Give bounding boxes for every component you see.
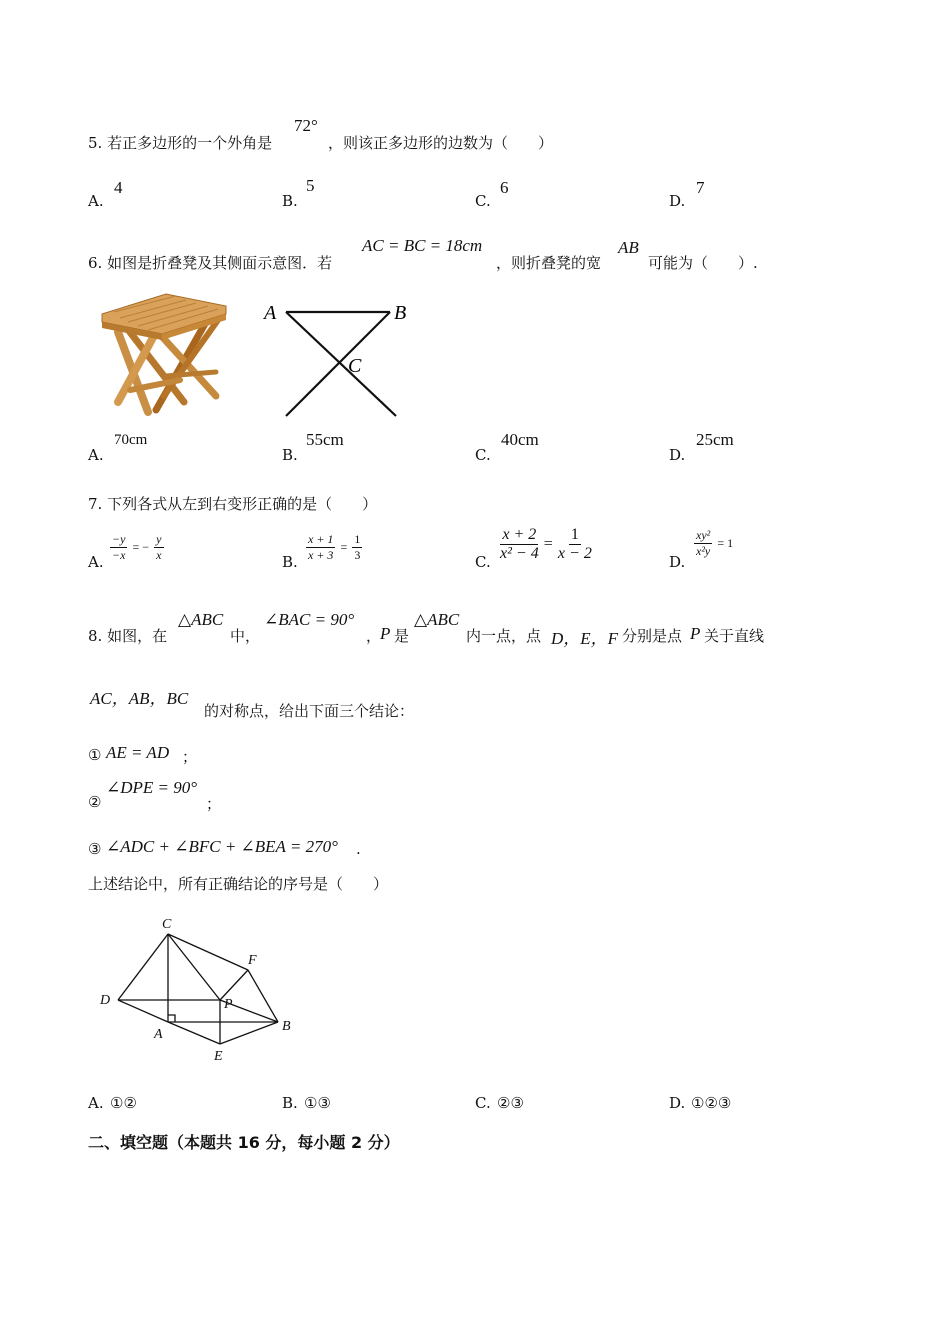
q7-a-den2: x: [156, 548, 162, 562]
q8-conclusion-3-mark: ③: [88, 840, 102, 858]
q5-option-a-value: 4: [114, 178, 123, 197]
q8-option-d-value: ①②③: [691, 1094, 732, 1112]
q8-option-a-value: ①②: [110, 1094, 137, 1112]
q7-option-c-label: C.: [475, 553, 491, 571]
q8-stem-p5: 内一点，点: [466, 627, 542, 645]
q8-conclusion-1-end: ；: [182, 748, 198, 766]
q7-option-b-label: B.: [282, 553, 298, 571]
fig-label-b: B: [282, 1019, 291, 1034]
q7-c-den1: x² − 4: [500, 545, 539, 562]
q7-option-d-expr: [694, 528, 733, 559]
q6-option-b-value: 55cm: [306, 430, 344, 449]
q8-option-b-value: ①③: [304, 1094, 331, 1112]
q6-stem-mid: ，则折叠凳的宽: [496, 254, 602, 272]
q8-points: D，E，F: [551, 629, 619, 648]
q8-stem-p7: 关于直线: [704, 627, 765, 645]
q6-stem-after: 可能为（ ）.: [648, 254, 758, 272]
section-2-title: 二、填空题（本题共 16 分，每小题 2 分）: [88, 1133, 400, 1152]
folding-stool-image: [96, 292, 232, 416]
fig-label-f: F: [248, 953, 257, 968]
q7-c-mid: =: [543, 535, 553, 553]
diagram-label-a: A: [264, 302, 277, 324]
q8-conclusion-1: AE = AD: [106, 743, 170, 762]
q7-c-num1: x + 2: [502, 526, 537, 543]
fig-label-a: A: [154, 1027, 163, 1042]
fig-label-e: E: [214, 1049, 223, 1064]
q6-option-d-value: 25cm: [696, 430, 734, 449]
q7-b-den2: 3: [354, 548, 361, 562]
q8-conclusion-2-end: ；: [206, 795, 222, 813]
q6-option-b-label: B.: [282, 446, 298, 464]
q8-option-a-label: A.: [88, 1094, 104, 1112]
q7-a-num2: y: [156, 532, 162, 546]
q5-option-b-value: 5: [306, 176, 315, 195]
q7-b-den1: x + 3: [308, 548, 334, 562]
q8-conclusion-2: ∠DPE = 90°: [106, 778, 198, 797]
q7-a-mid: = −: [132, 540, 150, 554]
q6-option-d-label: D.: [669, 446, 686, 464]
q8-option-c-label: C.: [475, 1094, 491, 1112]
q5-option-d-value: 7: [696, 178, 705, 197]
q6-stem-before: 6. 如图是折叠凳及其侧面示意图．若: [88, 254, 333, 272]
q5-option-d-label: D.: [669, 192, 686, 210]
q7-c-num2: 1: [570, 526, 579, 543]
q8-stem-p4: 是: [394, 627, 410, 645]
diagram-label-c: C: [348, 355, 362, 377]
q5-stem-before: 5. 若正多边形的一个外角是: [88, 134, 273, 152]
q5-angle: 72°: [294, 116, 318, 135]
q8-stem-p2: 中，: [230, 627, 261, 645]
q7-c-den2: x − 2: [557, 545, 592, 562]
q7-d-mid: = 1: [717, 536, 734, 550]
q8-conclusion-3-end: .: [356, 840, 361, 858]
q6-option-c-value: 40cm: [501, 430, 539, 449]
q6-width-var: AB: [618, 238, 639, 257]
q8-conclusion-3: ∠ADC + ∠BFC + ∠BEA = 270°: [106, 837, 338, 856]
q8-tri2: △ABC: [414, 610, 460, 629]
q7-option-b-expr: [306, 532, 362, 563]
q5-stem-after: ，则该正多边形的边数为（ ）: [328, 134, 554, 152]
q7-option-a-expr: [110, 532, 164, 563]
q5-option-b-label: B.: [282, 192, 298, 210]
q6-option-a-label: A.: [88, 446, 104, 464]
q7-b-num2: 1: [354, 532, 361, 546]
q7-stem: 7. 下列各式从左到右变形正确的是（ ）: [88, 495, 378, 513]
fig-label-c: C: [162, 917, 172, 932]
q7-d-den1: x²y: [696, 544, 711, 558]
q8-ask: 上述结论中，所有正确结论的序号是（ ）: [88, 875, 389, 893]
q8-stem-p3: ，: [366, 627, 382, 645]
q8-stem-p1: 8. 如图，在: [88, 627, 168, 645]
q5-option-c-label: C.: [475, 192, 491, 210]
q8-option-c-value: ②③: [497, 1094, 524, 1112]
q8-option-b-label: B.: [282, 1094, 298, 1112]
q7-option-c-expr: [500, 526, 592, 563]
q7-a-num1: −y: [112, 532, 126, 546]
q8-p2: P: [690, 624, 701, 643]
q8-lines: AC，AB，BC: [90, 689, 189, 708]
fig-label-d: D: [100, 993, 111, 1008]
q5-option-c-value: 6: [500, 178, 509, 197]
q8-p: P: [380, 624, 391, 643]
q7-b-num1: x + 1: [308, 532, 334, 546]
q8-stem-p6: 分别是点: [622, 627, 683, 645]
diagram-label-b: B: [394, 302, 407, 324]
q8-stem-p8: 的对称点，给出下面三个结论：: [204, 702, 415, 720]
q5-option-a-label: A.: [88, 192, 104, 210]
q7-d-num1: xy²: [696, 528, 711, 542]
fig-label-p: P: [224, 997, 233, 1012]
q6-condition: AC = BC = 18cm: [362, 236, 483, 255]
q8-conclusion-1-mark: ①: [88, 746, 102, 764]
q7-b-mid: =: [340, 540, 348, 554]
q8-option-d-label: D.: [669, 1094, 686, 1112]
stool-side-diagram: [260, 296, 420, 422]
q8-angle: ∠BAC = 90°: [264, 610, 355, 629]
q7-a-den1: −x: [112, 548, 126, 562]
q8-tri: △ABC: [178, 610, 224, 629]
q8-geometry-figure: [96, 912, 306, 1068]
q6-option-a-value: 70cm: [114, 432, 148, 448]
q7-option-a-label: A.: [88, 553, 104, 571]
q7-option-d-label: D.: [669, 553, 686, 571]
q6-option-c-label: C.: [475, 446, 491, 464]
q8-conclusion-2-mark: ②: [88, 793, 102, 811]
